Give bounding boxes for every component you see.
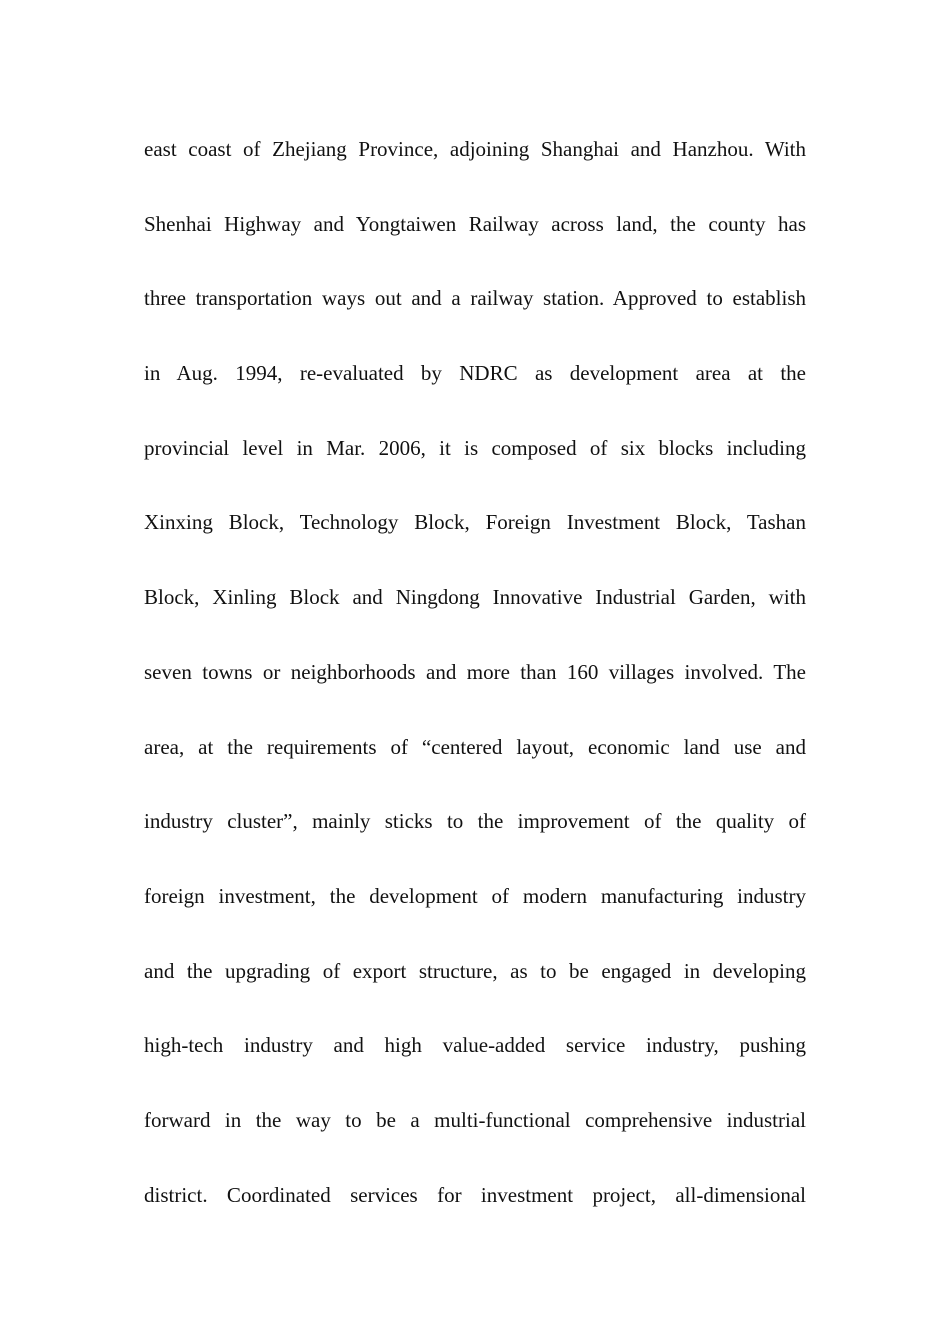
text-line: and the upgrading of export structure, as to be engaged in developing — [144, 958, 806, 983]
text-line: forward in the way to be a multi-functional comprehensive industrial — [144, 1107, 806, 1132]
text-line: three transportation ways out and a railway station. Approved to establish — [144, 286, 806, 311]
body-paragraph — [144, 131, 806, 1251]
text-line: Shenhai Highway and Yongtaiwen Railway across land, the county has — [144, 211, 806, 236]
text-line: district. Coordinated services for investment project, all-dimensional — [144, 1182, 806, 1207]
text-line: Block, Xinling Block and Ningdong Innovative Industrial Garden, with — [144, 585, 806, 610]
text-line: provincial level in Mar. 2006, it is composed of six blocks including — [144, 435, 806, 460]
text-line: Xinxing Block, Technology Block, Foreign Investment Block, Tashan — [144, 510, 806, 535]
text-line: foreign investment, the development of modern manufacturing industry — [144, 883, 806, 908]
text-line: high-tech industry and high value-added service industry, pushing — [144, 1033, 806, 1058]
text-line: industry cluster”, mainly sticks to the improvement of the quality of — [144, 809, 806, 834]
text-line: east coast of Zhejiang Province, adjoining Shanghai and Hanzhou. With — [144, 137, 806, 161]
text-line: seven towns or neighborhoods and more than 160 villages involved. The — [144, 659, 806, 684]
text-line: in Aug. 1994, re-evaluated by NDRC as development area at the — [144, 361, 806, 386]
text-line: area, at the requirements of “centered layout, economic land use and — [144, 734, 806, 759]
